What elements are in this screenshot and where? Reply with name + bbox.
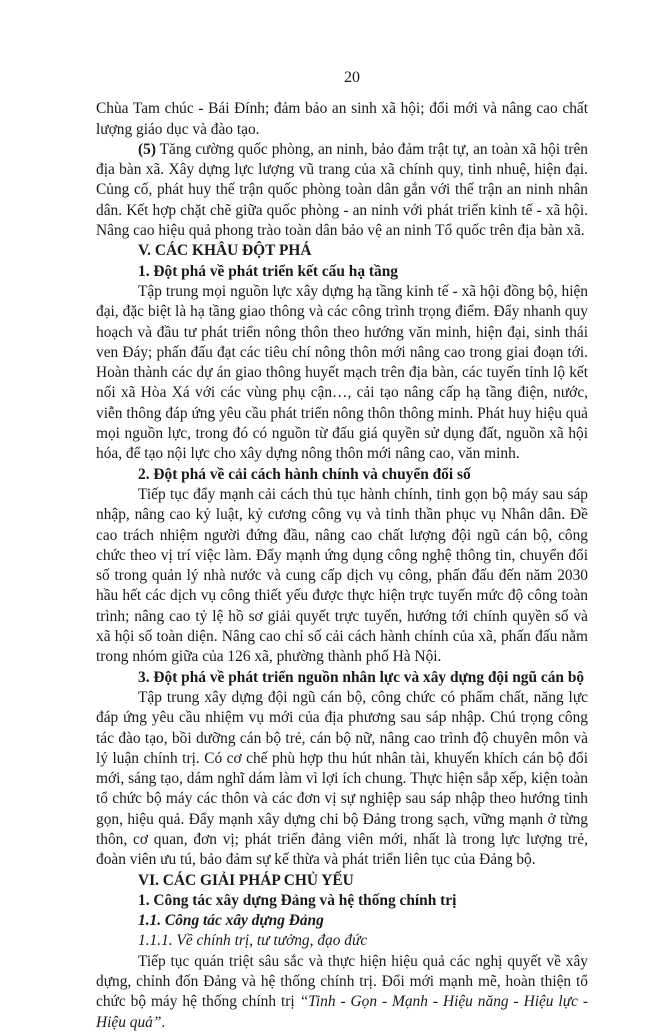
paragraph-breakthrough-3: Tập trung xây dựng đội ngũ cán bộ, công chức có phẩm chất, năng lực đáp ứng yêu cầu nhiệm vụ mới của địa phương sau sáp nhập. Chú trọng công tác đào tạo, bồi dưỡng cán bộ trẻ, cán bộ nữ, nâng cao trình độ chuyên môn và lý luận chính trị. Có cơ chế phù hợp thu hút nhân tài, khuyến khích cán bộ đổi mới, sáng tạo, dám nghĩ dám làm vì lợi ích chung. Thực hiện sắp xếp, kiện toàn tổ chức bộ máy các thôn và các đơn vị sự nghiệp sau sáp nhập theo hướng tinh gọn, hiệu quả. Đẩy mạnh xây dựng chi bộ Đảng trong sạch, vững mạnh ở từng thôn, cơ quan, đơn vị; phát triển đảng viên mới, nhất là trong lực lượng trẻ, đoàn viên ưu tú, bảo đảm sự kế thừa và phát triển liên tục của Đảng bộ. xyxy=(96,688,588,869)
solution-text-start: Tiếp tục quán triệt sâu sắc và thực hiện hiệu quả các nghị quyết về xây dựng, chỉnh đốn Đảng và hệ thống chính trị. Đổi mới mạnh mẽ, hoàn thiện tổ chức bộ máy hệ thống chính trị xyxy=(96,952,588,1011)
heading-breakthrough-3: 3. Đột phá về phát triển nguồn nhân lực và xây dựng đội ngũ cán bộ xyxy=(138,668,585,686)
solution-text-end: . xyxy=(161,1013,166,1031)
heading-breakthrough-2: 2. Đột phá về cải cách hành chính và chuyển đổi số xyxy=(138,465,471,483)
heading-solution-1: 1. Công tác xây dựng Đảng và hệ thống chính trị xyxy=(138,891,457,909)
paragraph-breakthrough-1: Tập trung mọi nguồn lực xây dựng hạ tầng kinh tế - xã hội đồng bộ, hiện đại, đặc biệt là hạ tầng giao thông và các công trình trọng điểm. Đẩy nhanh quy hoạch và đầu tư phát triển nông thôn theo hướng văn minh, hiện đại, sinh thái ven Đáy; phấn đấu đạt các tiêu chí nông thôn mới nâng cao trong giai đoạn tới. Hoàn thành các dự án giao thông huyết mạch trên địa bàn, các tuyến tỉnh lộ kết nối xã Hòa Xá với các vùng phụ cận…, cải tạo nâng cấp hạ tầng điện, nước, viễn thông đáp ứng yêu cầu phát triển nông thôn thông minh. Phát huy hiệu quả mọi nguồn lực, trong đó có nguồn từ đấu giá quyền sử dụng đất, nguồn xã hội hóa, để tạo nội lực cho xây dựng nông thôn mới nâng cao, văn minh. xyxy=(96,282,588,463)
item-5-text: Tăng cường quốc phòng, an ninh, bảo đảm trật tự, an toàn xã hội trên địa bàn xã. Xây dựng lực lượng vũ trang của xã chính quy, tinh nhuệ, hiện đại. Củng cố, phát huy thế trận quốc phòng toàn dân gắn với thế trận an ninh nhân dân. Kết hợp chặt chẽ giữa quốc phòng - an ninh với phát triển kinh tế - xã hội. Nâng cao hiệu quả phong trào toàn dân bảo vệ an ninh Tổ quốc trên địa bàn xã. xyxy=(96,140,588,240)
solution-quote: “Tinh - Gọn - Mạnh - Hiệu năng - Hiệu lực - Hiệu quả” xyxy=(96,993,588,1031)
heading-section-v: V. CÁC KHÂU ĐỘT PHÁ xyxy=(138,242,312,260)
paragraph-solution-1-1-1 xyxy=(96,952,588,1033)
heading-section-vi: VI. CÁC GIẢI PHÁP CHỦ YẾU xyxy=(138,871,354,889)
page-number: 20 xyxy=(344,69,360,86)
heading-solution-1-1: 1.1. Công tác xây dựng Đảng xyxy=(138,912,324,930)
item-5-label: (5) xyxy=(138,140,156,158)
paragraph-item-5 xyxy=(96,140,588,241)
paragraph-continued: Chùa Tam chúc - Bái Đính; đảm bảo an sinh xã hội; đổi mới và nâng cao chất lượng giáo dục và đào tạo. xyxy=(96,100,588,138)
paragraph-breakthrough-2: Tiếp tục đẩy mạnh cải cách thủ tục hành chính, tinh gọn bộ máy sau sáp nhập, nâng cao kỷ luật, kỷ cương công vụ và tinh thần phục vụ Nhân dân. Đề cao trách nhiệm người đứng đầu, nâng cao chất lượng đội ngũ cán bộ, công chức theo vị trí việc làm. Đẩy mạnh ứng dụng công nghệ thông tin, chuyển đổi số trong quản lý nhà nước và cung cấp dịch vụ công, phấn đấu đến năm 2030 hầu hết các dịch vụ công thiết yếu được thực hiện trực tuyến mức độ công toàn trình; nâng cao tỷ lệ hồ sơ giải quyết trực tuyến, hướng tới chính quyền số và xã hội số toàn diện. Nâng cao chỉ số cải cách hành chính của xã, phấn đấu nằm trong nhóm giữa của 126 xã, phường thành phố Hà Nội. xyxy=(96,485,588,666)
heading-breakthrough-1: 1. Đột phá về phát triển kết cấu hạ tầng xyxy=(138,262,398,280)
heading-solution-1-1-1: 1.1.1. Về chính trị, tư tưởng, đạo đức xyxy=(138,932,368,950)
